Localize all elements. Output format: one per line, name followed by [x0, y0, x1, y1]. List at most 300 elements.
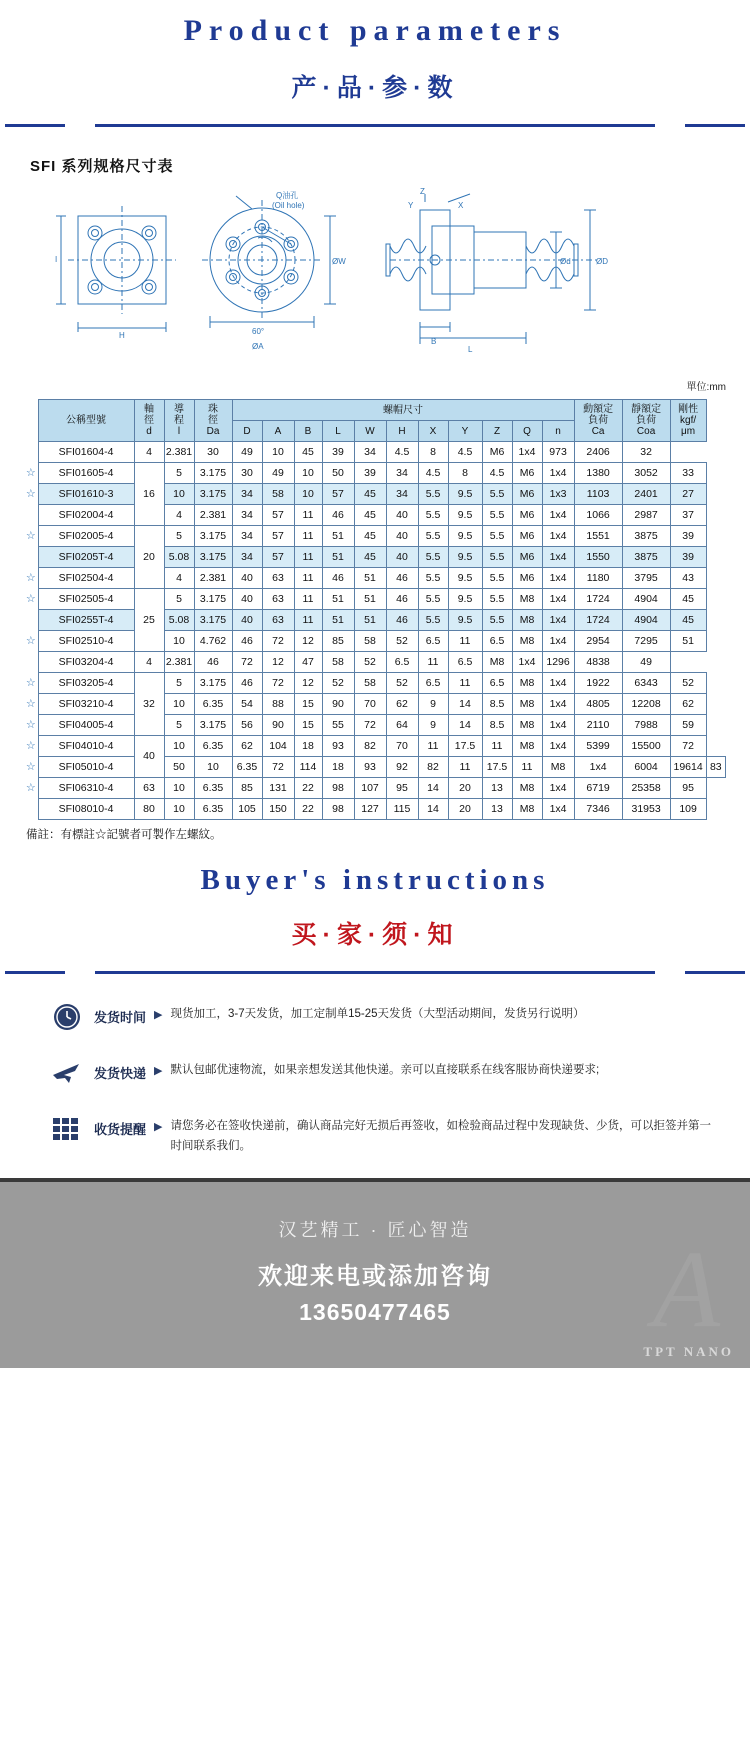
instructions-list	[0, 974, 750, 1156]
left-thread-star: ☆	[24, 694, 38, 715]
cell-K: 45	[670, 610, 706, 631]
cell-Y: 9.5	[448, 610, 482, 631]
cell-Coa: 15500	[622, 736, 670, 757]
cell-B: 18	[294, 736, 322, 757]
left-thread-star: ☆	[24, 526, 38, 547]
col-lead: 導 程 l	[164, 400, 194, 442]
cell-K: 62	[670, 694, 706, 715]
header-divider	[95, 124, 655, 127]
cell-H: 82	[418, 757, 448, 778]
cell-A: 131	[262, 778, 294, 799]
cell-D: 46	[194, 652, 232, 673]
cell-B: 22	[294, 799, 322, 820]
cell-D: 30	[232, 463, 262, 484]
cell-Y: 14	[448, 715, 482, 736]
cell-l: 10	[164, 694, 194, 715]
cell-W: 39	[322, 442, 354, 463]
cell-X: 5.5	[418, 526, 448, 547]
cell-X: 6.5	[418, 631, 448, 652]
cell-Coa: 31953	[622, 799, 670, 820]
cell-B: 22	[294, 778, 322, 799]
cell-shaft-dia: 50	[164, 757, 194, 778]
label-OD: ØD	[596, 257, 608, 266]
cell-K: 52	[670, 673, 706, 694]
cell-B: 12	[262, 652, 294, 673]
cell-Z: 8.5	[482, 694, 512, 715]
cell-Q: M8	[512, 589, 542, 610]
cell-L: 46	[322, 568, 354, 589]
cell-H: 40	[386, 547, 418, 568]
col-model: 公稱型號	[38, 400, 134, 442]
cell-A: 57	[262, 547, 294, 568]
cell-n: 1x4	[574, 757, 622, 778]
cell-Ca: 2954	[574, 631, 622, 652]
label-X: X	[458, 201, 464, 210]
cell-K: 32	[622, 442, 670, 463]
cell-Coa: 4838	[574, 652, 622, 673]
chevron-right-icon: ▶	[154, 1121, 163, 1133]
cell-Da: 3.175	[194, 526, 232, 547]
cell-X: 6.5	[418, 673, 448, 694]
cell-K: 95	[670, 778, 706, 799]
cell-model: SFI04005-4	[38, 715, 134, 736]
cell-H: 70	[386, 736, 418, 757]
cell-X: 9	[418, 715, 448, 736]
cell-model: SFI01610-3	[38, 484, 134, 505]
cell-L: 98	[322, 799, 354, 820]
cell-Coa: 25358	[622, 778, 670, 799]
instruction-text: 请您务必在签收快递前，确认商品完好无损后再签收，如检验商品过程中发现缺货、少货，可以拒签并第一时间联系我们。	[170, 1120, 711, 1152]
instruction-text: 默认包邮优速物流，如果亲想发送其他快递。亲可以直接联系在线客服协商快递要求;	[170, 1064, 600, 1076]
list-item	[50, 1112, 716, 1156]
left-thread-star: ☆	[24, 673, 38, 694]
cell-model: SFI03205-4	[38, 673, 134, 694]
label-B: B	[431, 337, 437, 346]
table-row	[24, 778, 726, 799]
cell-Coa: 19614	[670, 757, 706, 778]
cell-shaft-dia: 63	[134, 778, 164, 799]
cell-L: 46	[322, 505, 354, 526]
cell-Z: 5.5	[482, 547, 512, 568]
clock-icon	[50, 1000, 84, 1034]
spec-table-wrap	[0, 393, 750, 820]
technical-drawings	[0, 186, 750, 376]
watermark-letter: A	[652, 1228, 720, 1350]
cell-K: 83	[706, 757, 725, 778]
cell-B: 11	[294, 505, 322, 526]
cell-Z: 5.5	[482, 526, 512, 547]
list-item	[50, 1000, 716, 1034]
label-OA: ØA	[252, 342, 264, 351]
cell-A: 72	[262, 631, 294, 652]
cell-K: 51	[670, 631, 706, 652]
cell-D: 105	[232, 799, 262, 820]
airplane-icon	[50, 1056, 84, 1090]
cell-Ca: 1380	[574, 463, 622, 484]
cell-Da: 6.35	[194, 778, 232, 799]
page-title-en: Product parameters	[183, 14, 567, 47]
cell-l: 10	[164, 778, 194, 799]
instruction-label: 发货时间	[94, 1010, 147, 1025]
cell-L: 51	[322, 589, 354, 610]
left-thread-star	[24, 652, 38, 673]
grid-icon	[50, 1112, 84, 1146]
table-row	[24, 736, 726, 757]
cell-Coa: 3052	[622, 463, 670, 484]
cell-l: 5.08	[164, 610, 194, 631]
label-OW: ØW	[332, 257, 346, 266]
col-nut-h: H	[386, 421, 418, 442]
left-thread-star: ☆	[24, 589, 38, 610]
cell-Ca: 1550	[574, 547, 622, 568]
table-row	[24, 505, 726, 526]
cell-n: 1x4	[542, 526, 574, 547]
cell-H: 46	[386, 589, 418, 610]
cell-L: 93	[354, 757, 386, 778]
cell-l: 10	[164, 799, 194, 820]
cell-H: 52	[386, 673, 418, 694]
cell-W: 45	[354, 526, 386, 547]
cell-Z: 11	[512, 757, 542, 778]
col-shaft-dia: 軸 徑 d	[134, 400, 164, 442]
drawing-svg	[0, 186, 750, 376]
cell-K: 72	[670, 736, 706, 757]
cell-model: SFI02510-4	[38, 631, 134, 652]
cell-H: 40	[386, 526, 418, 547]
cell-W: 107	[354, 778, 386, 799]
cell-Ca: 1180	[574, 568, 622, 589]
cell-Q: M8	[512, 631, 542, 652]
cell-model: SFI08010-4	[38, 799, 134, 820]
cell-Z: 13	[482, 799, 512, 820]
cell-Da: 4.762	[194, 631, 232, 652]
cell-D: 34	[232, 505, 262, 526]
cell-D: 30	[194, 442, 232, 463]
cell-B: 12	[294, 631, 322, 652]
instruction-text: 现货加工，3-7天发货，加工定制单15-25天发货（大型活动期间，发货另行说明）	[170, 1008, 585, 1020]
cell-L: 47	[294, 652, 322, 673]
footer-phone: 13650477465	[299, 1299, 451, 1325]
spec-table	[24, 399, 726, 820]
cell-n: 1x3	[542, 484, 574, 505]
cell-n: 1x4	[542, 463, 574, 484]
cell-model: SFI0205T-4	[38, 547, 134, 568]
label-angle: 60°	[252, 327, 265, 336]
cell-W: 51	[354, 568, 386, 589]
table-row	[24, 610, 726, 631]
cell-B: 15	[294, 715, 322, 736]
table-row	[24, 526, 726, 547]
cell-Q: M8	[512, 715, 542, 736]
col-nut-n: n	[542, 421, 574, 442]
cell-n: 1x4	[512, 652, 542, 673]
cell-l: 5	[164, 589, 194, 610]
table-head-row-1	[24, 400, 726, 421]
cell-X: 5.5	[418, 547, 448, 568]
cell-L: 50	[322, 463, 354, 484]
cell-Coa: 4904	[622, 589, 670, 610]
cell-Z: 5.5	[482, 568, 512, 589]
cell-Q: M8	[482, 652, 512, 673]
cell-D: 85	[232, 778, 262, 799]
cell-Coa: 2987	[622, 505, 670, 526]
col-nut-w: W	[354, 421, 386, 442]
cell-A: 57	[262, 505, 294, 526]
label-L: L	[468, 345, 473, 354]
table-row	[24, 694, 726, 715]
cell-shaft-dia: 32	[134, 673, 164, 736]
cell-Ca: 6004	[622, 757, 670, 778]
cell-Ca: 1296	[542, 652, 574, 673]
cell-L: 57	[322, 484, 354, 505]
cell-A: 49	[262, 463, 294, 484]
buyer-title-en: Buyer's instructions	[200, 864, 550, 896]
cell-H: 34	[386, 484, 418, 505]
cell-Z: 5.5	[482, 505, 512, 526]
cell-Da: 3.175	[194, 589, 232, 610]
cell-Z: 5.5	[482, 610, 512, 631]
left-thread-star: ☆	[24, 778, 38, 799]
cell-n: 1x4	[542, 547, 574, 568]
cell-Q: M6	[512, 463, 542, 484]
cell-Coa: 3795	[622, 568, 670, 589]
cell-X: 5.5	[418, 589, 448, 610]
cell-X: 5.5	[418, 610, 448, 631]
cell-B: 11	[294, 568, 322, 589]
cell-X: 9	[418, 694, 448, 715]
cell-Q: M6	[512, 568, 542, 589]
cell-l: 4	[164, 505, 194, 526]
cell-Q: M8	[542, 757, 574, 778]
cell-Da: 6.35	[232, 757, 262, 778]
cell-D: 62	[232, 736, 262, 757]
star-col-head	[24, 400, 38, 442]
cell-B: 11	[294, 547, 322, 568]
cell-l: 4	[164, 568, 194, 589]
cell-L: 85	[322, 631, 354, 652]
cell-K: 39	[670, 526, 706, 547]
cell-shaft-dia: 40	[134, 736, 164, 778]
cell-Q: M8	[512, 736, 542, 757]
cell-Coa: 6343	[622, 673, 670, 694]
table-row	[24, 652, 726, 673]
cell-Coa: 7295	[622, 631, 670, 652]
cell-X: 5.5	[418, 568, 448, 589]
cell-Ca: 6719	[574, 778, 622, 799]
cell-n: 1x4	[542, 568, 574, 589]
cell-W: 82	[354, 736, 386, 757]
chevron-right-icon: ▶	[154, 1065, 163, 1077]
cell-Y: 17.5	[482, 757, 512, 778]
cell-K: 37	[670, 505, 706, 526]
cell-W: 45	[354, 484, 386, 505]
cell-l: 4	[134, 652, 164, 673]
cell-Z: 6.5	[482, 673, 512, 694]
table-row	[24, 547, 726, 568]
cell-l: 10	[164, 484, 194, 505]
table-row	[24, 799, 726, 820]
cell-Ca: 1066	[574, 505, 622, 526]
left-thread-star: ☆	[24, 631, 38, 652]
cell-H: 52	[386, 631, 418, 652]
col-nut-x: X	[418, 421, 448, 442]
cell-W: 45	[354, 505, 386, 526]
col-stiffness: 剛性 kgf/ μm	[670, 400, 706, 442]
cell-l: 5	[164, 715, 194, 736]
cell-H: 46	[386, 568, 418, 589]
cell-X: 11	[448, 757, 482, 778]
cell-Y: 11	[448, 631, 482, 652]
table-row	[24, 484, 726, 505]
cell-A: 88	[262, 694, 294, 715]
cell-model: SFI03210-4	[38, 694, 134, 715]
cell-D: 46	[232, 673, 262, 694]
cell-Q: M6	[512, 547, 542, 568]
cell-Q: M8	[512, 799, 542, 820]
cell-B: 11	[294, 526, 322, 547]
cell-Y: 9.5	[448, 484, 482, 505]
table-row	[24, 631, 726, 652]
label-I: I	[55, 255, 58, 264]
cell-Y: 11	[418, 652, 448, 673]
col-nut-a: A	[262, 421, 294, 442]
spec-table-body	[24, 442, 726, 820]
cell-D: 54	[232, 694, 262, 715]
left-thread-star	[24, 610, 38, 631]
cell-Y: 8	[418, 442, 448, 463]
cell-A: 114	[294, 757, 322, 778]
cell-Da: 6.35	[194, 736, 232, 757]
cell-Z: 13	[482, 778, 512, 799]
label-Z: Z	[420, 187, 425, 196]
cell-Z: 6.5	[448, 652, 482, 673]
col-nut-b: B	[294, 421, 322, 442]
cell-B: 10	[262, 442, 294, 463]
cell-shaft-dia: 25	[134, 589, 164, 652]
cell-l: 5	[164, 463, 194, 484]
cell-H: 62	[386, 694, 418, 715]
cell-Y: 9.5	[448, 505, 482, 526]
cell-D: 46	[232, 631, 262, 652]
label-H: H	[119, 331, 125, 340]
cell-Y: 17.5	[448, 736, 482, 757]
cell-n: 1x4	[512, 442, 542, 463]
cell-model: SFI02005-4	[38, 526, 134, 547]
cell-Q: M6	[482, 442, 512, 463]
left-thread-star	[24, 442, 38, 463]
cell-L: 93	[322, 736, 354, 757]
cell-l: 5.08	[164, 547, 194, 568]
cell-A: 90	[262, 715, 294, 736]
cell-X: 14	[418, 799, 448, 820]
cell-H: 46	[386, 610, 418, 631]
cell-model: SFI01605-4	[38, 463, 134, 484]
left-thread-star: ☆	[24, 463, 38, 484]
cell-n: 1x4	[542, 736, 574, 757]
cell-Da: 3.175	[194, 610, 232, 631]
chevron-right-icon: ▶	[154, 1009, 163, 1021]
cell-D: 56	[232, 715, 262, 736]
cell-n: 1x4	[542, 589, 574, 610]
cell-Ca: 7346	[574, 799, 622, 820]
cell-Ca: 1724	[574, 610, 622, 631]
left-thread-star: ☆	[24, 757, 38, 778]
label-oil-hole-cn: Q油孔	[276, 191, 299, 200]
cell-X: 4.5	[386, 442, 418, 463]
cell-l: 10	[164, 736, 194, 757]
cell-X: 5.5	[418, 505, 448, 526]
cell-Q: M8	[512, 673, 542, 694]
cell-H: 40	[386, 505, 418, 526]
cell-n: 1x4	[542, 631, 574, 652]
col-static-load: 靜額定 負荷 Coa	[622, 400, 670, 442]
cell-L: 45	[294, 442, 322, 463]
label-od: Ød	[560, 257, 571, 266]
cell-model: SFI02004-4	[38, 505, 134, 526]
cell-D: 34	[232, 484, 262, 505]
cell-Z: 4.5	[482, 463, 512, 484]
cell-K: 43	[670, 568, 706, 589]
cell-D: 34	[232, 526, 262, 547]
buyer-title-cn: 买·家·须·知	[291, 921, 459, 949]
cell-Z: 6.5	[482, 631, 512, 652]
cell-Coa: 3875	[622, 526, 670, 547]
cell-D: 40	[232, 568, 262, 589]
cell-Y: 20	[448, 799, 482, 820]
cell-Q: M8	[512, 778, 542, 799]
cell-X: 4.5	[418, 463, 448, 484]
list-item	[50, 1056, 716, 1090]
col-ball-dia: 珠 徑 Da	[194, 400, 232, 442]
cell-K: 49	[622, 652, 670, 673]
cell-D: 40	[232, 610, 262, 631]
cell-Q: M6	[512, 526, 542, 547]
cell-shaft-dia: 20	[134, 526, 164, 589]
cell-Ca: 1724	[574, 589, 622, 610]
cell-shaft-dia: 16	[134, 463, 164, 526]
cell-Ca: 2110	[574, 715, 622, 736]
cell-Da: 3.175	[194, 673, 232, 694]
cell-B: 18	[322, 757, 354, 778]
cell-l: 10	[164, 631, 194, 652]
cell-L: 98	[322, 778, 354, 799]
cell-A: 57	[262, 526, 294, 547]
cell-B: 15	[294, 694, 322, 715]
cell-shaft-dia: 80	[134, 799, 164, 820]
table-row	[24, 673, 726, 694]
cell-A: 63	[262, 610, 294, 631]
cell-model: SFI02504-4	[38, 568, 134, 589]
col-nut-group: 螺帽尺寸	[232, 400, 574, 421]
cell-H: 115	[386, 799, 418, 820]
left-thread-star	[24, 799, 38, 820]
cell-Y: 9.5	[448, 589, 482, 610]
cell-Ca: 5399	[574, 736, 622, 757]
col-dynamic-load: 動額定 負荷 Ca	[574, 400, 622, 442]
cell-Ca: 4805	[574, 694, 622, 715]
cell-L: 51	[322, 547, 354, 568]
table-row	[24, 568, 726, 589]
col-nut-l: L	[322, 421, 354, 442]
cell-Da: 2.381	[194, 568, 232, 589]
table-row	[24, 757, 726, 778]
label-Y: Y	[408, 201, 414, 210]
cell-W: 72	[354, 715, 386, 736]
cell-L: 90	[322, 694, 354, 715]
col-nut-z: Z	[482, 421, 512, 442]
cell-A: 72	[262, 673, 294, 694]
buyer-instructions-header	[0, 864, 750, 974]
